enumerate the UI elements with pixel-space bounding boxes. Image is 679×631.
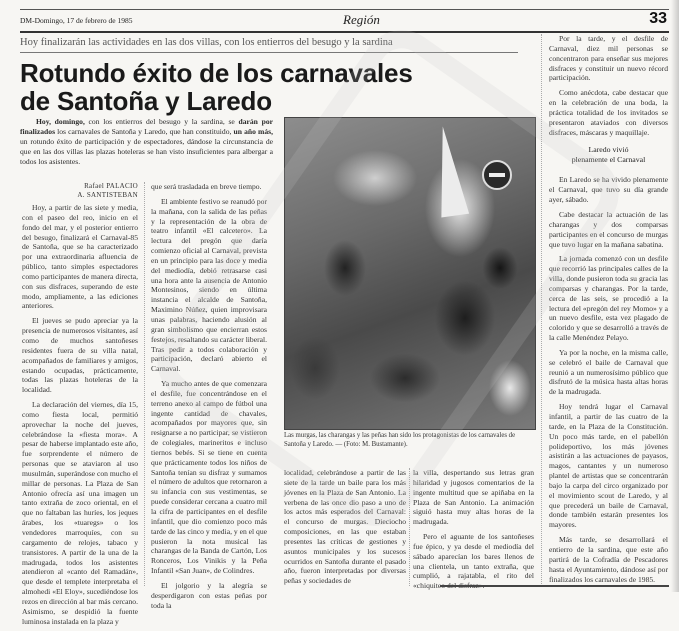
paragraph: El ambiente festivo se reanudó por la mañana, con la salida de las peñas y la representación de la obra de teatro infantil «El calcetero». La lectura del pregón que daría comienzo oficial al Carnaval, prevista en un principio para las doce y media del mediodía, debió retrasarse casi una hora ante la ausencia de Antonio Montesinos, siendo en última instancia el alcalde de Santoña, Maximino Núñez, quien improvisara unas palabras, haciendo alusión al gran simbolismo que encierran estos festejos, resaltando su carácter liberal. Tras pedir a todos colaboración y participación, declaró abierto el Carnaval.: [151, 196, 267, 374]
flag-shape: [429, 124, 469, 217]
page-number: 33: [649, 10, 667, 27]
lead-bold-3: un año más,: [233, 127, 273, 136]
headline-line-1: Rotundo éxito de los carnavales: [20, 58, 413, 88]
paragraph: localidad, celebrándose a partir de las siete de la tarde un baile para los más jóvenes en la Plaza de San Antonio. La verbena de las once dio paso a uno de los actos más esperados del Carnaval: el concurso de murgas. Dieciocho composiciones, en las que estaban presentes las críticas de gestiones y asuntos municipales y los sucesos ocurridos en Santoña durante el pasado año, fueron interpretadas por diversas peñas y sociedades de: [284, 468, 406, 586]
subheading: [549, 145, 668, 165]
column-separator: [144, 182, 145, 586]
column-1: [22, 182, 138, 631]
paragraph: Por la tarde, y el desfile de Carnaval, diez mil personas se concentraron para enseñar sus mejores disfraces y constituir un nuevo récord participación.: [549, 34, 668, 83]
paragraph: El jueves se pudo apreciar ya la presencia de numerosos visitantes, así como de muchos santoñeses residentes fuera de su villa natal, acompañados de familiares y amigos, estando ocupadas, prácticamente, todas las plazas hoteleras de la localidad.: [22, 316, 138, 395]
column-separator: [409, 468, 410, 586]
page-edge-shadow: [671, 0, 679, 592]
byline-author-2: A. SANTISTEBAN: [77, 191, 138, 199]
paragraph: La declaración del viernes, día 15, como fiesta local, permitió aprovechar la noche del jueves, celebrándose la «fiesta mora». A pesar de haberse implantado este año, fue sorprendente el número de personas que se ataviaron al uso musulmán, superándose con mucho el millar de personas. La Plaza de San Antonio ofrecía así una imagen un tanto extraña de zoco oriental, en el que no faltaban las huríes, los jeques árabes, los «tuaregs» o los vendedores marroquíes, con su cargamento de relojes, tabaco y transistores. A partir de la una de la madrugada, todos los asistentes atendieron al «canto del Ramadán», que desde el templete interpretaba el almohedi «El Eloy», sucediéndose los rezos en dirección al bar más cercano. Asimismo, se despidió la fuente luminosa instalada en la plaza y: [22, 400, 138, 626]
header-rule-top: [20, 9, 669, 10]
column-3: [284, 468, 406, 591]
header-rule-bottom: [20, 31, 669, 33]
article-headline: [20, 59, 530, 115]
paragraph: Como anécdota, cabe destacar que en la celebración de una boda, la práctica totalidad de los invitados se presentaron ataviados con diversos disfraces, máscaras y maquillaje.: [549, 88, 668, 137]
paragraph: Cabe destacar la actuación de las charangas y dos comparsas participantes en el concurso de murgas que tuvo lugar en la mañana sabatina.: [549, 209, 668, 249]
paragraph: Ya mucho antes de que comenzara el desfile, fue concentrándose en el terreno anexo al campo de fútbol una ingente cantidad de chavales, acompañados por mayores que, sin resignarse a no participar, se vistieron de colegiales, marineritos e incluso tiernos bebés. Si se tiene en cuenta que prácticamente todos los niños de Santoña tenían su disfraz y sumamos el número de adultos que retornaron a su infancia con sus vestimentas, se puede considerar cercana a cuatro mil la cifra de participantes en el desfile infantil, que dio comienzo poco más tarde de las cinco y media, y en el que pusieron la nota musical las charangas de la Banda de Cartón, Los Ronceros, Los Vinikis y la Peña Infantil «San Juan», de Colindres.: [151, 379, 267, 576]
column-4: [413, 468, 534, 596]
date-line: DM-Domingo, 17 de febrero de 1985: [20, 16, 133, 25]
paragraph: La jornada comenzó con un desfile que recorrió las principales calles de la villa, donde pusieron toda su gracia las comparsas y charangas. Por la tarde, cerca de las seis, se procedió a la lectura del «pregón del rey Momo» y a un nuevo desfile, esta vez plagado de colorido y que se desarrolló a través de la calle Menéndez Pelayo.: [549, 254, 668, 343]
paragraph: Hoy tendrá lugar el Carnaval infantil, a partir de las cuatro de la tarde, en la Plaza de la Constitución. Un poco más tarde, en el pabellón polideportivo, los más jóvenes asistirán a las actuaciones de payasos, magos, cantantes y un numeroso plantel de artistas que se concentrarán bajo la carpa del circo organizado por el movimiento scout de Laredo, y al que precederá un baile de Carnaval, donde también estarán presentes los mayores.: [549, 402, 668, 530]
paragraph: Hoy, a partir de las siete y media, con el paseo del reo, inicio en el fondo del mar, y el posterior entierro del besugo, finalizará el Carnaval-85 de Santoña, que se ha caracterizado por una extraordinaria afluencia de público, tanto simples espectadores como participantes de manera directa, con sus disfraces, superando de este modo, ampliamente, a las ediciones anteriores.: [22, 203, 138, 311]
byline-author-1: Rafael PALACIO: [84, 182, 138, 190]
article-lead: [20, 117, 273, 167]
subheading-line-2: plenamente el Carnaval: [571, 155, 646, 165]
lead-text-3: un rotundo éxito de participación y de espectadores, dándose la circunstancia de que en las dos villas las plazas hoteleras se han visto insuficientes para albergar a todos los asistentes.: [20, 137, 273, 166]
headline-line-2: de Santoña y Laredo: [20, 86, 272, 116]
carnival-parade-photo: [284, 117, 536, 430]
lead-bold-1: Hoy, domingo,: [36, 117, 85, 126]
paragraph: la villa, despertando sus letras gran hilaridad y jugosos comentarios de la ingente multitud que se apiñaba en la Plaza de San Antonio. La animación siguió hasta muy altas horas de la madrugada.: [413, 468, 534, 527]
paragraph: Pero el aguante de los santoñeses fue épico, y ya desde el mediodía del sábado aparecían los bares llenos de una clientela, un tanto extraña, que cumplió, a rajatabla, el rito del «chiquiteo del disfraz».: [413, 532, 534, 591]
paragraph: En Laredo se ha vivido plenamente el Carnaval, que tuvo su día grande ayer, sábado.: [549, 175, 668, 205]
no-entry-sign-icon: [482, 160, 512, 190]
lead-text-2: los carnavales de Santoña y Laredo, que han constituido,: [55, 127, 234, 136]
lead-text-1: con los entierros del besugo y la sardina, se: [84, 117, 239, 126]
page-header: [20, 9, 669, 31]
article-kicker: Hoy finalizarán las actividades en las dos villas, con los entierros del besugo y la sardina: [20, 37, 518, 53]
byline: [22, 182, 138, 200]
paragraph: Ya por la noche, en la misma calle, se celebró el baile de Carnaval que reunió a un numerosísimo público que disfrutó de la música hasta altas horas de la madrugada.: [549, 347, 668, 397]
lead-bold-2: darán por finalizados: [20, 117, 273, 136]
column-separator: [541, 34, 542, 586]
subheading-line-1: Laredo vivió: [588, 145, 629, 155]
paragraph: El jolgorio y la alegría se desperdigaron con estas peñas por toda la: [151, 580, 267, 610]
column-5: [549, 34, 668, 589]
photo-caption: Las murgas, las charangas y las peñas han sido los protagonistas de los carnavales de Santoña y Laredo. — (Foto: M. Bustamante).: [284, 432, 516, 448]
column-2: [151, 182, 267, 615]
section-name: Región: [343, 12, 380, 27]
footer-rule: [440, 585, 669, 587]
paragraph: que será trasladada en breve tiempo.: [151, 182, 262, 191]
paragraph: Más tarde, se desarrollará el entierro de la sardina, que este año partirá de la Cofradía de Pescadores hasta el Ayuntamiento, dándose así por finalizados los carnavales de 1985.: [549, 535, 668, 584]
